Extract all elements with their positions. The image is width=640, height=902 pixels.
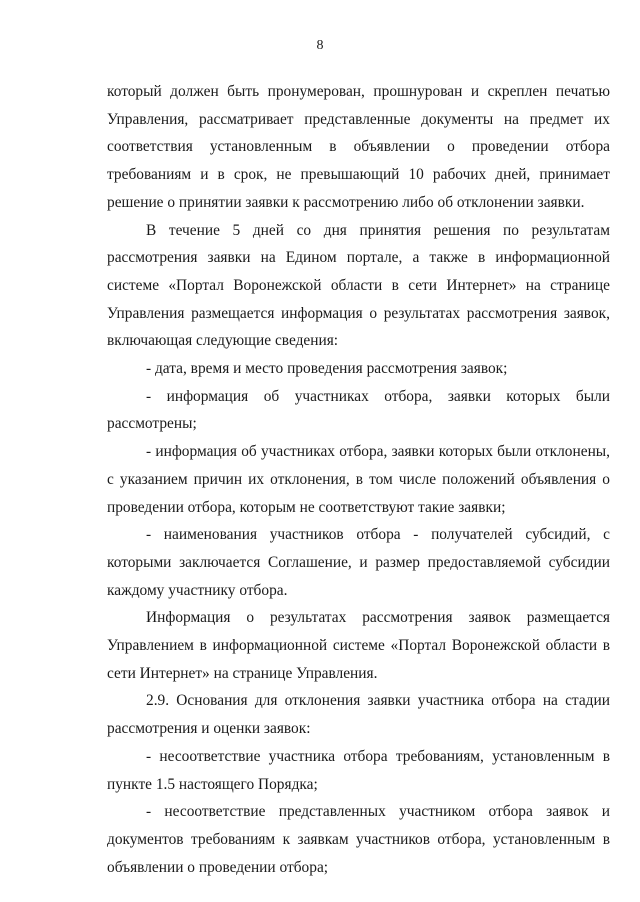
page-number: 8 (316, 38, 324, 53)
paragraph: - наименования участников отбора - получателей субсидий, с которыми заключается Соглашение, и размер предоставляемой субсидии каждому участнику отбора. (107, 526, 610, 599)
paragraph: - дата, время и место проведения рассмотрения заявок; (146, 360, 508, 378)
document-body (107, 78, 610, 881)
paragraph: который должен быть пронумерован, прошнурован и скреплен печатью Управления, рассматривает представленные документы на предмет их соответствия установленным в объявлении о проведении отбора требованиям и в срок, не превышающий 10 рабочих дней, принимает решение о принятии заявки к рассмотрению либо об отклонении заявки. (107, 83, 610, 211)
paragraph: - информация об участниках отбора, заявки которых были рассмотрены; (107, 387, 610, 433)
paragraph: - несоответствие представленных участником отбора заявок и документов требованиям к заявкам участников отбора, установленным в объявлении о проведении отбора; (107, 803, 610, 876)
paragraph: - информация об участниках отбора, заявки которых были отклонены, с указанием причин их отклонения, в том числе положений объявления о проведении отбора, которым не соответствуют такие заявки; (107, 443, 610, 516)
paragraph: 2.9. Основания для отклонения заявки участника отбора на стадии рассмотрения и оценки заявок: (107, 692, 610, 738)
paragraph: В течение 5 дней со дня принятия решения по результатам рассмотрения заявки на Едином портале, а также в информационной системе «Портал Воронежской области в сети Интернет» на странице Управления размещается информация о результатах рассмотрения заявок, включающая следующие сведения: (107, 221, 610, 350)
paragraph: - несоответствие участника отбора требованиям, установленным в пункте 1.5 настоящего Порядка; (107, 747, 610, 793)
paragraph: Информация о результатах рассмотрения заявок размещается Управлением в информационной системе «Портал Воронежской области в сети Интернет» на странице Управления. (107, 609, 610, 682)
